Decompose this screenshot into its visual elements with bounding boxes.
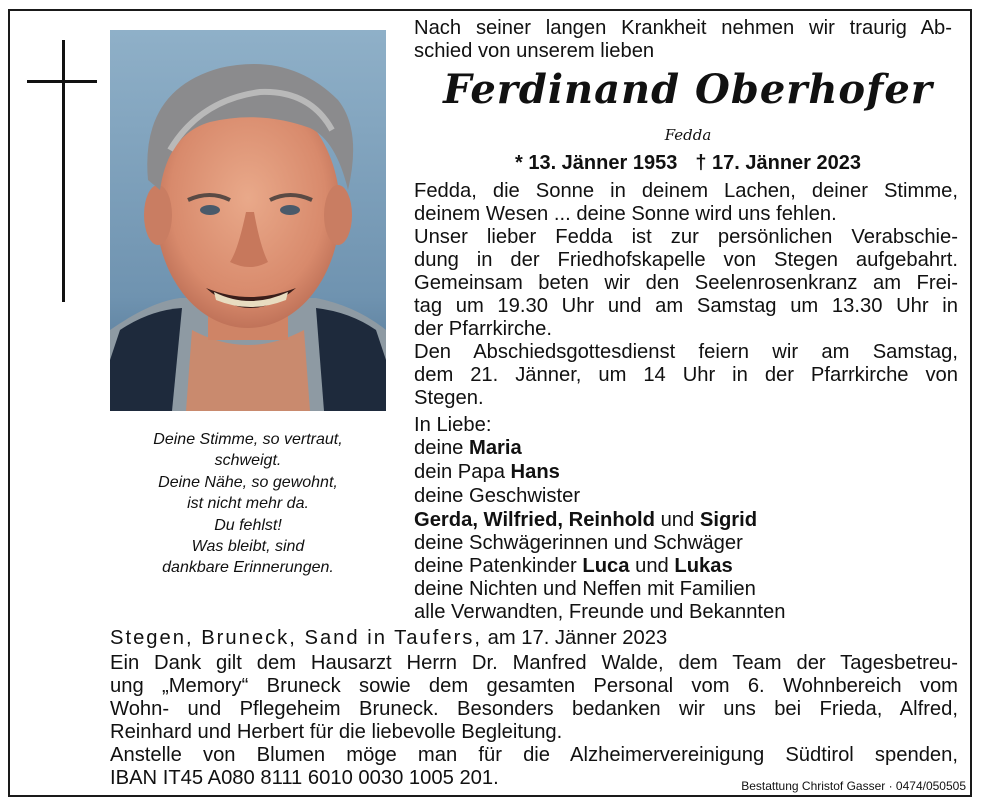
mourner-line: Gerda, Wilfried, Reinhold und Sigrid [414,509,758,531]
thanks-line: Wohn- und Pflegeheim Bruneck. Besonders bedanken wir uns bei Frieda, Alfred, [110,698,958,720]
death-date: † 17. Jänner 2023 [695,152,862,174]
mourner-line: alle Verwandten, Freunde und Bekannten [414,601,786,623]
life-dates [414,152,962,175]
thanks-line: Reinhard und Herbert für die liebevolle Begleitung. [110,721,563,743]
mourner-line: deine Schwägerinnen und Schwäger [414,532,743,554]
body-line: tag um 19.30 Uhr und am Samstag um 13.30 Uhr in [414,295,958,317]
poem-line: schweigt. [214,452,282,470]
portrait-photo [110,30,386,411]
poem-line: Du fehlst! [214,516,282,534]
mourner-line: deine Maria [414,437,522,459]
body-line: dem 21. Jänner, um 14 Uhr in der Pfarrkirche von [414,364,958,386]
date-line: am 17. Jänner 2023 [482,627,668,649]
body-line: dung in der Friedhofskapelle von Stegen aufgebahrt. [414,249,958,271]
body-line: deinem Wesen ... deine Sonne wird uns fehlen. [414,203,837,225]
body-line: Fedda, die Sonne in deinem Lachen, deiner Stimme, [414,180,958,202]
body-line: Den Abschiedsgottesdienst feiern wir am Samstag, [414,341,958,363]
thanks-line: Ein Dank gilt dem Hausarzt Herrn Dr. Manfred Walde, dem Team der Tagesbetreu- [110,652,958,674]
poem-line: Was bleibt, sind [191,538,305,556]
funeral-home-credit: Bestattung Christof Gasser · 0474/050505 [741,779,966,793]
mourner-line: dein Papa Hans [414,461,560,483]
place: Stegen, Bruneck, Sand in Taufers, [110,627,482,649]
nickname: Fedda [664,126,712,144]
mourner-line: deine Geschwister [414,485,581,507]
thanks-line: ung „Memory“ Bruneck sowie dem gesamten Personal vom 6. Wohnbereich vom [110,675,958,697]
mourner-line: deine Nichten und Neffen mit Familien [414,578,756,600]
mourner-name: Lukas [674,555,733,577]
poem-line: Deine Stimme, so vertraut, [153,431,343,448]
mourner-name: Luca [582,555,630,577]
thanks-line: Anstelle von Blumen möge man für die Alzheimervereinigung Südtirol spenden, [110,744,958,766]
mourner-line: deine Patenkinder Luca und Lukas [414,555,733,577]
birth-date: * 13. Jänner 1953 [514,152,678,174]
mourner-name: Maria [469,437,522,459]
mourner-name: Gerda, Wilfried, Reinhold [414,509,655,531]
poem-line: dankbare Erinnerungen. [162,559,334,577]
body-line: Gemeinsam beten wir den Seelenrosenkranz am Frei- [414,272,958,294]
body-line: Unser lieber Fedda ist zur persönlichen Verabschie- [414,226,958,248]
cross-icon-bar [27,80,97,83]
intro-line: Nach seiner langen Krankheit nehmen wir traurig Ab- [414,17,952,39]
body-line: der Pfarrkirche. [414,318,552,340]
poem-line: Deine Nähe, so gewohnt, [158,473,338,491]
body-line: Stegen. [414,387,484,409]
poem [110,429,386,579]
mourner-name: Sigrid [699,509,758,531]
poem-line: ist nicht mehr da. [187,495,309,513]
place-date-line [110,627,958,651]
body-line: In Liebe: [414,414,492,436]
intro-line: schied von unserem lieben [414,40,655,62]
deceased-name: Ferdinand Oberhofer [443,66,933,113]
thanks-line: IBAN IT45 A080 8111 6010 0030 1005 201. [110,767,499,789]
mourner-name: Hans [510,461,560,483]
